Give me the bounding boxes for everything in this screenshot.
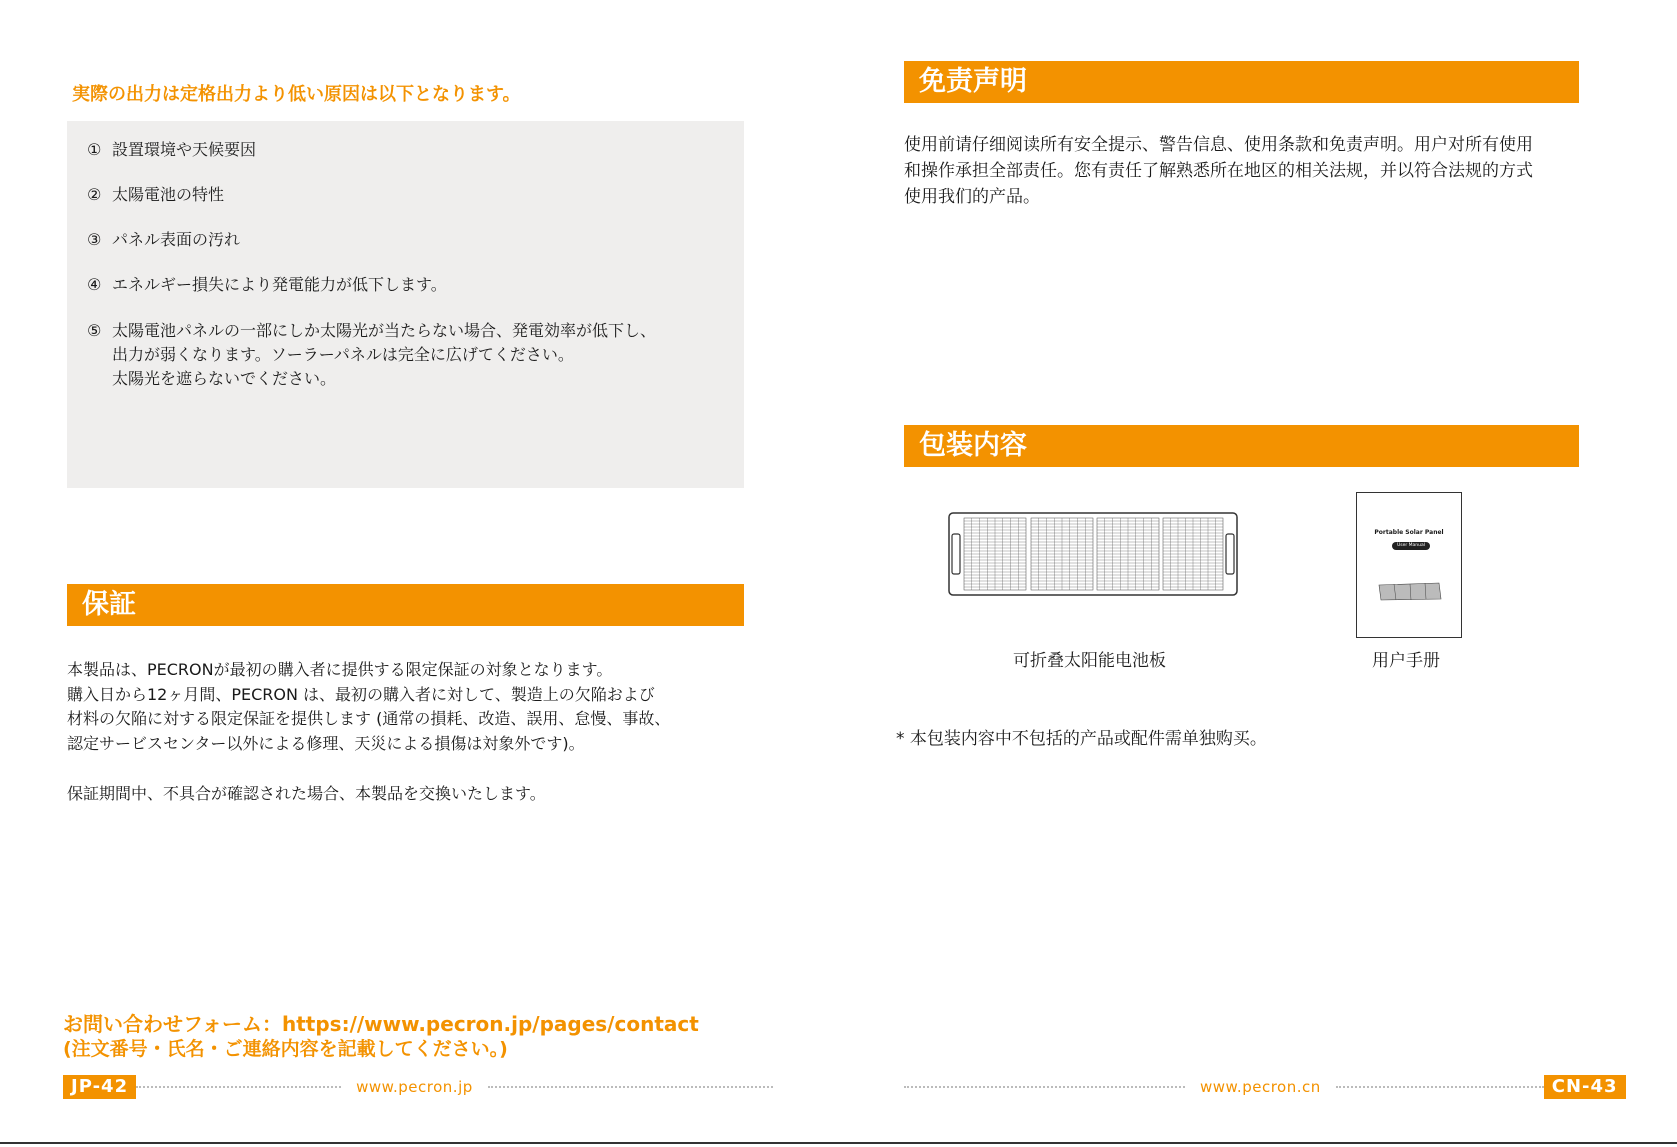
disclaimer-section-title: 免责声明 <box>904 61 1579 103</box>
footer-dotted-line <box>488 1086 773 1088</box>
package-note: * 本包装内容中不包括的产品或配件需单独购买。 <box>896 729 1267 749</box>
reason-text: 太陽電池の特性 <box>112 185 225 204</box>
foldable-solar-panel-image <box>948 512 1238 596</box>
contact-info <box>63 1012 699 1062</box>
reason-number: ④ <box>87 275 102 294</box>
reason-text: エネルギー損失により発電能力が低下します。 <box>112 275 447 294</box>
footer-dotted-line <box>1336 1086 1544 1088</box>
reasons-box <box>67 121 744 488</box>
page-number: CN-43 <box>1544 1075 1626 1099</box>
reason-item <box>87 138 256 162</box>
warranty-section-title: 保証 <box>67 584 744 626</box>
manual-cover-panel-icon <box>1377 581 1443 601</box>
reason-item <box>87 319 656 391</box>
contact-form-line: お問い合わせフォーム：https://www.pecron.jp/pages/contact <box>63 1012 699 1036</box>
left-footer <box>63 1075 773 1099</box>
reason-text: 設置環境や天候要因 <box>112 140 257 159</box>
bottom-rule <box>0 1142 1677 1144</box>
footer-dotted-line <box>904 1086 1185 1088</box>
solar-panel-caption: 可折叠太阳能电池板 <box>1013 651 1166 671</box>
reason-text: 太陽電池パネルの一部にしか太陽光が当たらない場合、発電効率が低下し、 出力が弱くなります。ソーラーパネルは完全に広げてください。 太陽光を遮らないでください。 <box>112 321 657 388</box>
reason-number: ③ <box>87 230 102 249</box>
footer-dotted-line <box>136 1086 341 1088</box>
manual-cover-badge: User Manual <box>1392 542 1430 550</box>
output-reasons-heading: 実際の出力は定格出力より低い原因は以下となります。 <box>72 84 521 105</box>
footer-url: www.pecron.cn <box>1200 1078 1321 1096</box>
reason-number: ⑤ <box>87 321 102 340</box>
page-number: JP-42 <box>63 1075 136 1099</box>
reason-item <box>87 228 240 252</box>
user-manual-caption: 用户手册 <box>1372 651 1440 671</box>
package-contents-section-title: 包装内容 <box>904 425 1579 467</box>
left-page <box>0 0 838 1147</box>
reason-item <box>87 183 224 207</box>
manual-cover-title: Portable Solar Panel <box>1374 529 1444 536</box>
right-footer <box>904 1075 1626 1099</box>
contact-instructions-line: (注文番号・氏名・ご連絡内容を記載してください。) <box>63 1038 508 1060</box>
user-manual-image <box>1356 492 1462 638</box>
disclaimer-paragraph: 使用前请仔细阅读所有安全提示、警告信息、使用条款和免责声明。用户对所有使用 和操作承担全部责任。您有责任了解熟悉所在地区的相关法规，并以符合法规的方式 使用我们的产品。 <box>904 135 1533 207</box>
warranty-paragraph: 本製品は、PECRONが最初の購入者に提供する限定保証の対象となります。 購入日から12ヶ月間、PECRON は、最初の購入者に対して、製造上の欠陥および 材料の欠陥に対する限定保証を提供します (通常の損耗、改造、誤用、怠慢、事故、 認定サービスセンター以外による修理、天災による損傷は対象外です)。 <box>67 660 671 753</box>
footer-url: www.pecron.jp <box>356 1078 473 1096</box>
reason-text: パネル表面の汚れ <box>112 230 241 249</box>
reason-number: ① <box>87 140 102 159</box>
reason-number: ② <box>87 185 102 204</box>
right-page <box>838 0 1677 1147</box>
warranty-replacement-paragraph: 保証期間中、不具合が確認された場合、本製品を交換いたします。 <box>67 784 546 803</box>
reason-item <box>87 273 447 297</box>
